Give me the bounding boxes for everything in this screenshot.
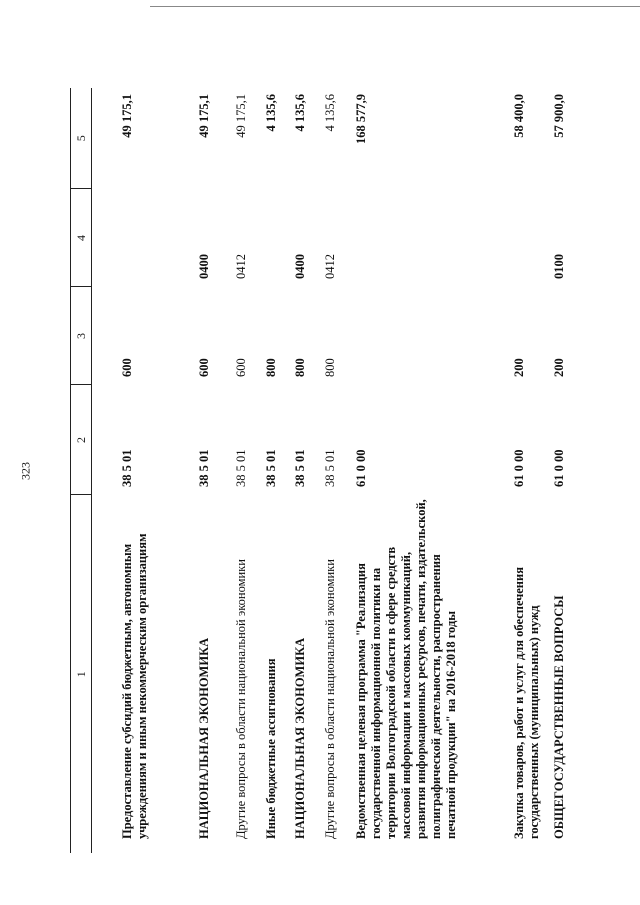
row-sum-cell: 4 135,6 <box>264 94 278 132</box>
row-code-cell: 38 5 01 <box>264 449 278 487</box>
row-name-cell: Предоставление субсидий бюджетным, автономным учреждениям и иным некоммерческим организациям <box>120 533 149 839</box>
row-sum-cell: 4 135,6 <box>323 94 337 132</box>
table-row <box>264 88 293 853</box>
table-row <box>323 88 354 853</box>
row-sum-cell: 49 175,1 <box>120 94 134 138</box>
table-row <box>234 88 264 853</box>
row-name-cell: Другие вопросы в области национальной экономики <box>234 559 248 839</box>
row-rp-cell <box>512 189 552 287</box>
row-vr-cell: 600 <box>197 358 211 377</box>
column-header-1: 1 <box>71 495 92 853</box>
row-vr-cell: 200 <box>512 358 526 377</box>
table-row <box>552 88 592 853</box>
table-body <box>92 88 593 853</box>
row-name-cell: НАЦИОНАЛЬНАЯ ЭКОНОМИКА <box>197 637 211 839</box>
row-sum-cell: 58 400,0 <box>512 94 526 138</box>
row-code-cell: 38 5 01 <box>197 449 211 487</box>
row-rp-cell: 0400 <box>197 254 211 279</box>
row-vr-cell: 200 <box>552 358 566 377</box>
table-spacer-row <box>92 88 121 853</box>
row-rp-cell <box>354 189 512 287</box>
column-header-4: 4 <box>71 189 92 287</box>
row-vr-cell: 800 <box>323 358 337 377</box>
row-vr-cell: 800 <box>293 358 307 377</box>
budget-table <box>70 88 592 853</box>
row-rp-cell: 0412 <box>234 254 248 279</box>
page-number: 323 <box>18 462 33 480</box>
row-rp-cell <box>264 189 293 287</box>
row-name-cell: НАЦИОНАЛЬНАЯ ЭКОНОМИКА <box>293 637 307 839</box>
row-code-cell: 61 0 00 <box>354 449 368 487</box>
row-sum-cell: 49 175,1 <box>234 94 248 138</box>
row-vr-cell <box>354 287 512 385</box>
table-row <box>120 88 197 853</box>
column-header-3: 3 <box>71 287 92 385</box>
table-row <box>293 88 323 853</box>
row-sum-cell: 168 577,9 <box>354 94 368 144</box>
row-code-cell: 38 5 01 <box>323 449 337 487</box>
row-sum-cell: 57 900,0 <box>552 94 566 138</box>
row-vr-cell: 600 <box>120 358 134 377</box>
column-header-5: 5 <box>71 88 92 189</box>
row-name-cell: Другие вопросы в области национальной экономики <box>323 559 337 839</box>
scan-edge-line <box>150 6 640 7</box>
row-name-cell: Закупка товаров, работ и услуг для обеспечения государственных (муниципальных) нужд <box>512 567 541 839</box>
row-code-cell: 38 5 01 <box>120 449 134 487</box>
column-header-2: 2 <box>71 385 92 495</box>
row-sum-cell: 4 135,6 <box>293 94 307 132</box>
row-rp-cell <box>120 189 197 287</box>
row-sum-cell: 49 175,1 <box>197 94 211 138</box>
row-code-cell: 61 0 00 <box>552 449 566 487</box>
row-name-cell: Ведомственная целевая программа "Реализация государственной информационной политики на территории Волгоградской области в сфере средств массовой информации и массовых коммуникаций, развития информационных ресурсов, печати, издательской, полиграфической деятельности, распространения печатной продукции" на 2016-2018 годы <box>354 499 458 839</box>
rotated-content <box>70 88 579 853</box>
table-row <box>512 88 552 853</box>
budget-sheet <box>70 88 579 853</box>
row-name-cell: Иные бюджетные ассигнования <box>264 658 278 839</box>
row-vr-cell: 800 <box>264 358 278 377</box>
row-code-cell: 38 5 01 <box>293 449 307 487</box>
table-row <box>354 88 512 853</box>
row-name-cell: ОБЩЕГОСУДАРСТВЕННЫЕ ВОПРОСЫ <box>552 595 566 839</box>
row-rp-cell: 0100 <box>552 254 566 279</box>
row-vr-cell: 600 <box>234 358 248 377</box>
table-row <box>197 88 234 853</box>
table-header-row <box>71 88 92 853</box>
row-code-cell: 61 0 00 <box>512 449 526 487</box>
row-code-cell: 38 5 01 <box>234 449 248 487</box>
row-rp-cell: 0400 <box>293 254 307 279</box>
row-rp-cell: 0412 <box>323 254 337 279</box>
